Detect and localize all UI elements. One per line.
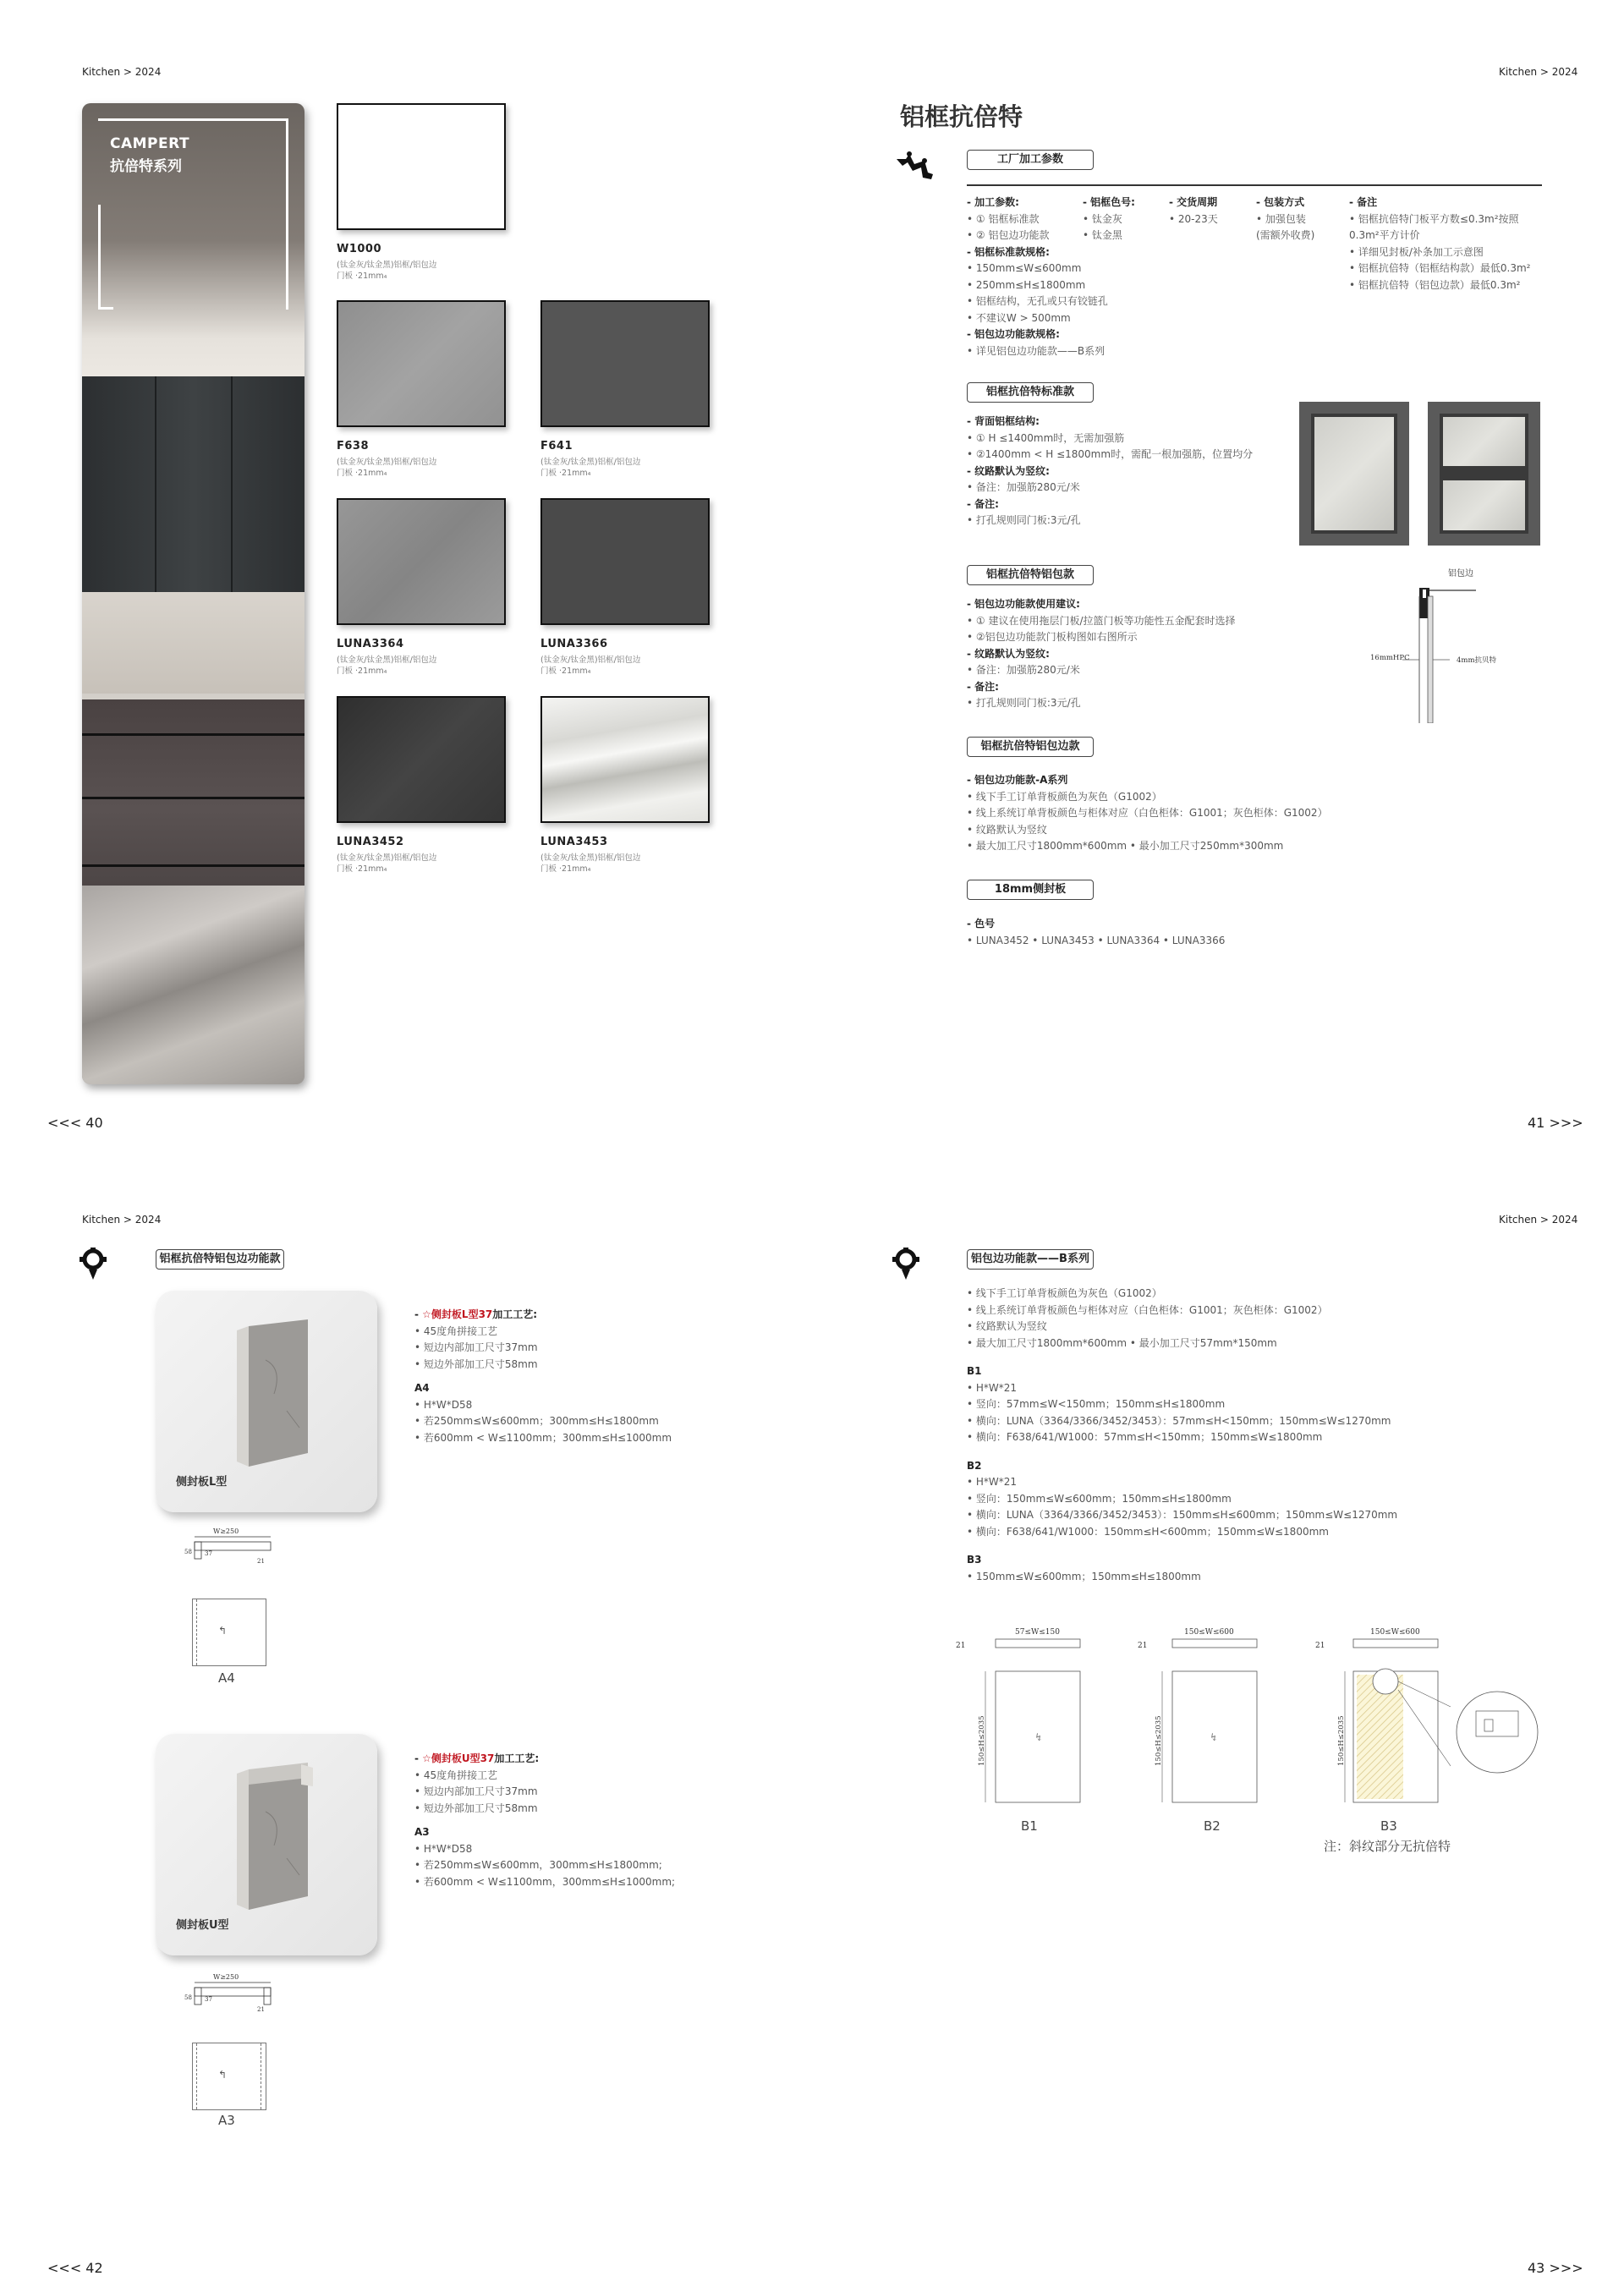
u-profile-drawing — [169, 1971, 288, 2021]
svg-text:↯: ↯ — [1210, 1731, 1219, 1743]
page43-number: 43 >>> — [1528, 2260, 1583, 2276]
params-col5 — [1349, 195, 1530, 293]
page41-header: Kitchen > 2024 — [1499, 66, 1578, 78]
b1-width-dim: 57≤W≤150 — [1015, 1628, 1060, 1637]
dim-37: 37 — [205, 1550, 212, 1557]
b2-width-dim: 150≤W≤600 — [1184, 1628, 1234, 1637]
text-line: - 铝包边功能款-A系列 — [967, 774, 1068, 786]
frame-door-diagram-2 — [1428, 402, 1540, 546]
text-line: • 不建议W > 500mm — [967, 311, 1071, 324]
dim-21-u: 21 — [257, 2006, 265, 2013]
params-divider — [967, 184, 1542, 186]
a4-drawing: ↰ — [192, 1599, 266, 1666]
robot-arm-icon — [894, 149, 936, 183]
caption-b2: B2 — [1204, 1818, 1221, 1834]
text-line: - 铝框标准款规格: — [967, 245, 1050, 258]
text-line: 0.3m²平方计价 — [1349, 229, 1420, 241]
swatch-w1000 — [337, 103, 506, 230]
text-line: • 钛金灰 — [1083, 212, 1122, 225]
text-line: • 备注：加强筋280元/米 — [967, 664, 1080, 676]
text-line: • 打孔规则同门板:3元/孔 — [967, 514, 1081, 526]
aseries-text — [967, 772, 1328, 855]
a3-title: A3 — [414, 1826, 430, 1838]
swatch-thickness: 门板 ·21mm₄ — [540, 469, 591, 478]
swatch-luna3366 — [540, 498, 710, 625]
text-line: • 打孔规则同门板:3元/孔 — [967, 697, 1081, 709]
text-line: - 加工参数: — [967, 196, 1019, 208]
a4-title: A4 — [414, 1382, 430, 1394]
dim-58: 58 — [184, 1549, 192, 1555]
b1-height-dim: 150≤H≤2035 — [978, 1715, 986, 1766]
l-title-suffix: 加工工艺: — [492, 1308, 538, 1320]
text-line: • LUNA3452 • LUNA3453 • LUNA3364 • LUNA3366 — [967, 934, 1226, 946]
swatch-desc: (钛金灰/钛金黑)铝框/铝包边 — [540, 853, 641, 863]
params-col4 — [1256, 195, 1314, 244]
b2-t-dim: 21 — [1138, 1642, 1148, 1650]
b1-title: B1 — [967, 1365, 982, 1377]
swatch-name: LUNA3366 — [540, 638, 608, 650]
standard-text — [967, 414, 1253, 529]
text-line: - 铝包边功能款使用建议: — [967, 598, 1080, 610]
l-panel-card — [156, 1291, 377, 1512]
pill-side-panel: 18mm侧封板 — [967, 880, 1094, 900]
colors-text — [967, 916, 1225, 949]
text-line: • 铝框抗倍特（铝框结构款）最低0.3m² — [1349, 262, 1531, 274]
svg-text:↯: ↯ — [1034, 1731, 1044, 1743]
l-process-text: - ☆侧封板L型37加工工艺: • 45度角拼接工艺 • 短边内部加工尺寸37mm • 短边外部加工尺寸58mm A4 • H*W*D58 • 若250mm≤W≤600mm；300mm≤H≤1800mm • 若600mm < W≤1100mm；300mm≤H≤1000mm — [414, 1307, 672, 1446]
page41-number: 41 >>> — [1528, 1115, 1583, 1131]
params-col2 — [1083, 195, 1135, 244]
u-panel-card — [156, 1734, 377, 1955]
frame-door-diagram-1 — [1299, 402, 1409, 546]
caption-a4: A4 — [218, 1670, 235, 1686]
pill-edge: 铝框抗倍特铝包边款 — [967, 737, 1094, 757]
text-line: • 150mm≤W≤600mm — [967, 262, 1082, 274]
text-line: • 250mm≤H≤1800mm — [967, 278, 1086, 291]
swatch-desc: (钛金灰/钛金黑)铝框/铝包边 — [337, 853, 437, 863]
hero-series: 抗倍特系列 — [110, 158, 182, 175]
text-line: • 若250mm≤W≤600mm，300mm≤H≤1800mm; — [414, 1859, 662, 1871]
text-line: - 铝包边功能款规格: — [967, 328, 1060, 340]
text-line: • 钛金黑 — [1083, 229, 1122, 241]
swatch-desc: (钛金灰/钛金黑)铝框/铝包边 — [540, 655, 641, 665]
text-line: • 若600mm < W≤1100mm，300mm≤H≤1000mm; — [414, 1875, 676, 1888]
text-line: • 短边内部加工尺寸37mm — [414, 1785, 538, 1797]
b3-note: 注：斜纹部分无抗倍特 — [1324, 1839, 1451, 1854]
b1-t-dim: 21 — [956, 1642, 966, 1650]
gear-robot-icon — [78, 1248, 108, 1281]
swatch-luna3452 — [337, 696, 506, 823]
swatch-name: LUNA3452 — [337, 836, 404, 848]
text-line: • 45度角拼接工艺 — [414, 1769, 498, 1781]
dim-21: 21 — [257, 1558, 265, 1565]
page42-number: <<< 42 — [47, 2260, 103, 2276]
text-line: • 横向：F638/641/W1000：150mm≤H<600mm；150mm≤W≤1800mm — [967, 1525, 1329, 1538]
u-process-text: - ☆侧封板U型37加工工艺: • 45度角拼接工艺 • 短边内部加工尺寸37mm • 短边外部加工尺寸58mm A3 • H*W*D58 • 若250mm≤W≤600mm，300mm≤H≤1800mm; • 若600mm < W≤1100mm，300mm≤H≤1000mm; — [414, 1751, 675, 1890]
text-line: • 详见铝包边功能款——B系列 — [967, 344, 1106, 357]
text-line: • 备注：加强筋280元/米 — [967, 481, 1080, 493]
swatch-name: W1000 — [337, 243, 382, 255]
page40-header: Kitchen > 2024 — [82, 66, 162, 78]
text-line: • ① 铝框标准款 — [967, 212, 1040, 225]
swatch-f641 — [540, 300, 710, 427]
text-line: • 横向：LUNA（3364/3366/3452/3453）：57mm≤H<150mm；150mm≤W≤1270mm — [967, 1414, 1391, 1427]
text-line: • 竖向：57mm≤W<150mm；150mm≤H≤1800mm — [967, 1398, 1226, 1410]
text-line: • ②铝包边功能款门板构图如右图所示 — [967, 631, 1138, 643]
label-16mm-hpc: 16mmHPC — [1370, 654, 1410, 662]
caption-b3: B3 — [1380, 1818, 1397, 1834]
b2-drawing — [1125, 1622, 1260, 1808]
text-line: - 交货周期 — [1169, 196, 1218, 208]
swatch-thickness: 门板 ·21mm₄ — [337, 666, 387, 676]
pill-wrap: 铝框抗倍特铝包款 — [967, 565, 1094, 585]
text-line: • H*W*D58 — [414, 1398, 473, 1411]
b3-height-dim: 150≤H≤2035 — [1337, 1715, 1346, 1766]
u-panel-label: 侧封板U型 — [176, 1919, 229, 1932]
b-series-text — [967, 1286, 1397, 1585]
caption-a3: A3 — [218, 2113, 235, 2128]
text-line: • 线上系统订单背板颜色与柜体对应（白色柜体：G1001；灰色柜体：G1002） — [967, 1303, 1328, 1316]
b2-height-dim: 150≤H≤2035 — [1155, 1715, 1163, 1766]
text-line: • H*W*21 — [967, 1476, 1018, 1488]
text-line: - 铝框色号: — [1083, 196, 1135, 208]
text-line: • 详细见封板/补条加工示意图 — [1349, 245, 1484, 258]
text-line: • 150mm≤W≤600mm；150mm≤H≤1800mm — [967, 1570, 1201, 1582]
text-line: - 备注: — [967, 497, 999, 510]
params-col3 — [1169, 195, 1218, 228]
text-line: • 纹路默认为竖纹 — [967, 1320, 1047, 1332]
text-line: • 横向：LUNA（3364/3366/3452/3453）：150mm≤H≤600mm；150mm≤W≤1270mm — [967, 1509, 1398, 1521]
text-line: - 纹路默认为竖纹: — [967, 464, 1050, 477]
swatch-luna3364 — [337, 498, 506, 625]
swatch-f638 — [337, 300, 506, 427]
b2-title: B2 — [967, 1459, 982, 1472]
swatch-desc: (钛金灰/钛金黑)铝框/铝包边 — [337, 261, 437, 270]
gear-robot-icon-2 — [891, 1248, 921, 1281]
text-line: • 竖向：150mm≤W≤600mm；150mm≤H≤1800mm — [967, 1492, 1232, 1505]
l-panel-label: 侧封板L型 — [176, 1476, 228, 1489]
swatch-desc: (钛金灰/钛金黑)铝框/铝包边 — [337, 458, 437, 467]
swatch-thickness: 门板 ·21mm₄ — [337, 864, 387, 874]
text-line: • 最大加工尺寸1800mm*600mm • 最小加工尺寸250mm*300mm — [967, 840, 1284, 852]
u-title-suffix: 加工工艺: — [494, 1752, 540, 1764]
text-line: • H*W*21 — [967, 1381, 1018, 1394]
dim-w: W≥250 — [213, 1527, 239, 1535]
swatch-desc: (钛金灰/钛金黑)铝框/铝包边 — [337, 655, 437, 665]
page41-title: 铝框抗倍特 — [900, 102, 1023, 131]
pill-factory-params: 工厂加工参数 — [967, 150, 1094, 170]
text-line: • ②1400mm < H ≤1800mm时，需配一根加强筋，位置均分 — [967, 448, 1254, 460]
swatch-thickness: 门板 ·21mm₄ — [337, 469, 387, 478]
dim-37-u: 37 — [205, 1996, 212, 2003]
dim-w-u: W≥250 — [213, 1973, 239, 1981]
text-line: • 线上系统订单背板颜色与柜体对应（白色柜体：G1001；灰色柜体：G1002） — [967, 807, 1328, 819]
label-aluminum-edge: 铝包边 — [1448, 569, 1473, 579]
b1-drawing — [952, 1622, 1087, 1808]
swatch-luna3453 — [540, 696, 710, 823]
caption-b1: B1 — [1021, 1818, 1038, 1834]
text-line: • H*W*D58 — [414, 1842, 473, 1855]
text-line: • 加强包装 — [1256, 212, 1306, 225]
swatch-name: LUNA3453 — [540, 836, 608, 848]
text-line: • 短边外部加工尺寸58mm — [414, 1357, 538, 1370]
text-line: • 横向：F638/641/W1000：57mm≤H<150mm；150mm≤W≤1800mm — [967, 1431, 1323, 1443]
text-line: • 20-23天 — [1169, 212, 1218, 225]
pill-b-series: 铝包边功能款——B系列 — [967, 1249, 1094, 1270]
text-line: - 背面铝框结构: — [967, 415, 1040, 427]
swatch-name: F638 — [337, 440, 370, 452]
b3-title: B3 — [967, 1554, 982, 1566]
text-line: • 线下手工订单背板颜色为灰色（G1002） — [967, 1287, 1162, 1299]
text-line: - 纹路默认为竖纹: — [967, 647, 1050, 660]
text-line: • 铝框抗倍特（铝包边款）最低0.3m² — [1349, 278, 1521, 291]
swatch-thickness: 门板 ·21mm₄ — [540, 666, 591, 676]
pill-standard: 铝框抗倍特标准款 — [967, 382, 1094, 403]
a3-drawing: ↰ — [192, 2043, 266, 2110]
swatch-desc: (钛金灰/钛金黑)铝框/铝包边 — [540, 458, 641, 467]
text-line: • 若250mm≤W≤600mm；300mm≤H≤1800mm — [414, 1415, 659, 1427]
text-line: • ① 建议在使用拖层门板/拉篮门板等功能性五金配套时选择 — [967, 614, 1236, 627]
pill-wrap-function: 铝框抗倍特铝包边功能款 — [156, 1249, 284, 1270]
page42-header: Kitchen > 2024 — [82, 1214, 162, 1226]
page40-number: <<< 40 — [47, 1115, 103, 1131]
wrap-text — [967, 596, 1236, 712]
text-line: • 短边内部加工尺寸37mm — [414, 1341, 538, 1353]
text-line: - 色号 — [967, 918, 996, 930]
swatch-name: F641 — [540, 440, 573, 452]
text-line: • 最大加工尺寸1800mm*600mm • 最小加工尺寸57mm*150mm — [967, 1336, 1277, 1349]
text-line: • 铝框抗倍特门板平方数≤0.3m²按照 — [1349, 212, 1519, 225]
b3-width-dim: 150≤W≤600 — [1370, 1628, 1420, 1637]
text-line: - 包装方式 — [1256, 196, 1305, 208]
l-profile-drawing — [169, 1525, 288, 1576]
text-line: • 45度角拼接工艺 — [414, 1324, 498, 1337]
text-line: - 备注 — [1349, 196, 1378, 208]
b3-t-dim: 21 — [1315, 1642, 1325, 1650]
hero-brand: CAMPERT — [110, 135, 190, 152]
text-line: • 短边外部加工尺寸58mm — [414, 1802, 538, 1814]
swatch-thickness: 门板 ·21mm₄ — [337, 271, 387, 281]
text-line: • 若600mm < W≤1100mm；300mm≤H≤1000mm — [414, 1431, 672, 1444]
edge-section-diagram — [1362, 562, 1556, 723]
text-line: - 备注: — [967, 680, 999, 693]
text-line: • 线下手工订单背板颜色为灰色（G1002） — [967, 790, 1162, 803]
text-line: • 纹路默认为竖纹 — [967, 823, 1047, 836]
u-title-red: ☆侧封板U型37 — [422, 1752, 495, 1764]
l-title-red: ☆侧封板L型37 — [422, 1308, 493, 1320]
label-4mm-compact: 4mm抗贝特 — [1457, 656, 1497, 665]
swatch-thickness: 门板 ·21mm₄ — [540, 864, 591, 874]
text-line: • ② 铝包边功能款 — [967, 229, 1050, 241]
text-line: (需额外收费) — [1256, 229, 1315, 241]
text-line: • 铝框结构，无孔或只有铰链孔 — [967, 295, 1108, 307]
b3-drawing — [1311, 1622, 1548, 1808]
text-line: • ① H ≤1400mm时，无需加强筋 — [967, 431, 1125, 444]
hero-kitchen-image — [82, 103, 304, 1084]
swatch-name: LUNA3364 — [337, 638, 404, 650]
page43-header: Kitchen > 2024 — [1499, 1214, 1578, 1226]
dim-58-u: 58 — [184, 1994, 192, 2001]
